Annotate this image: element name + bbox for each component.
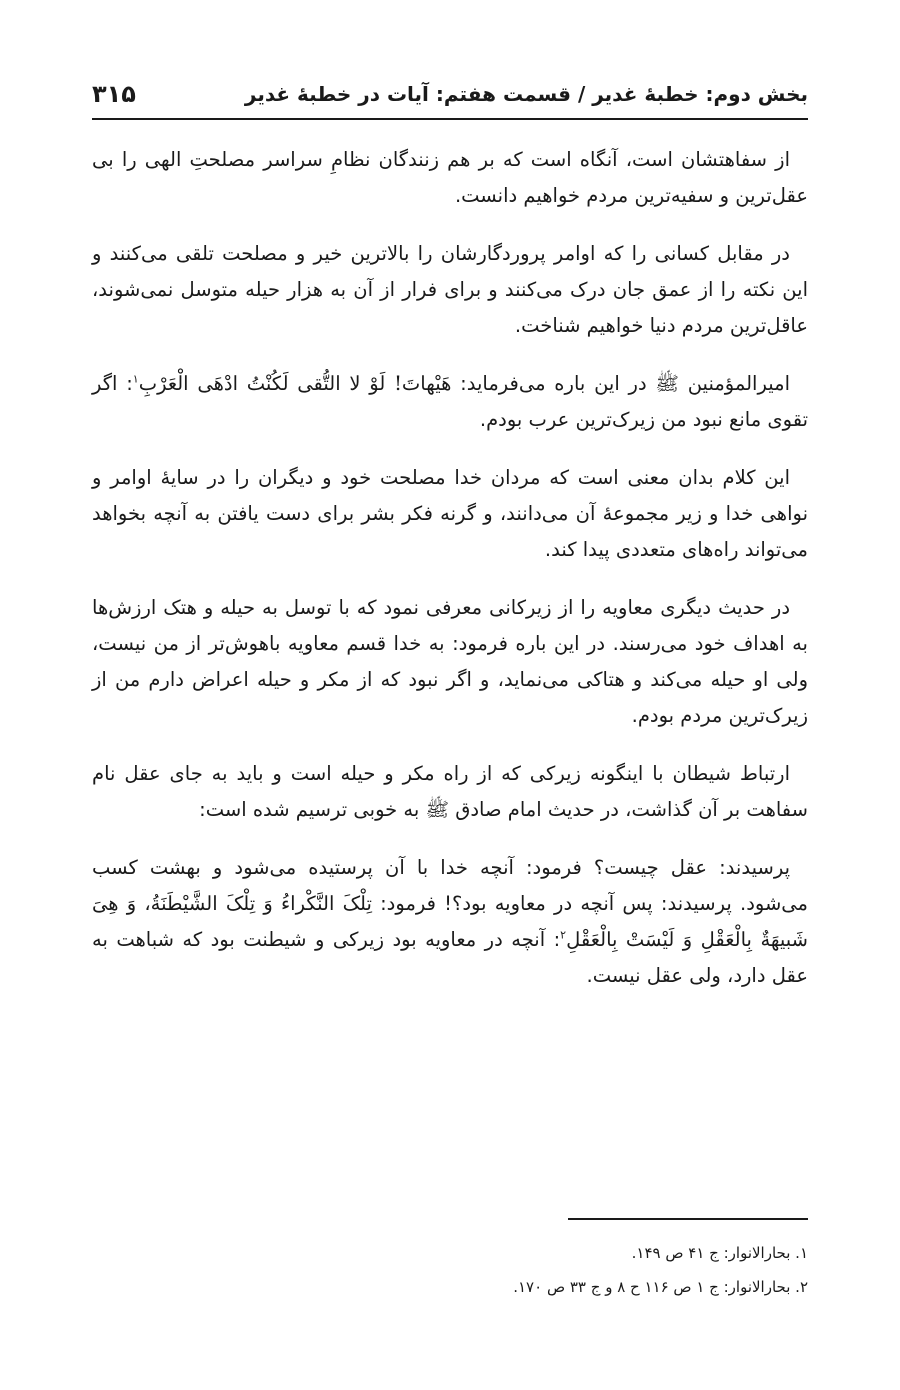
running-head: بخش دوم: خطبهٔ غدیر / قسمت هفتم: آیات در خطبهٔ غدیر <box>244 82 808 106</box>
hadith-quote-2: تِلْکَ النَّکْراءُ وَ تِلْکَ الشَّیْطَنَةُ، وَ هِیَ شَبیهَةٌ بِالْعَقْلِ وَ لَیْسَتْ بِالْعَقْلِ <box>92 892 808 951</box>
footnote-2: ۲. بحارالانوار: ج ۱ ص ۱۱۶ ح ۸ و ج ۳۳ ص ۱۷۰. <box>513 1278 808 1296</box>
paragraph-7 <box>92 850 808 994</box>
paragraph-3-intro: امیرالمؤمنین ﷺ در این باره می‌فرماید: <box>451 372 790 395</box>
paragraph-4: این کلام بدان معنی است که مردان خدا مصلحت خود و دیگران را در سایهٔ اوامر و نواهی خدا و زیر مجموعهٔ آن می‌دانند، و گرنه فکر بشر برای دست یافتن به آنچه بخواهد می‌تواند راه‌های متعددی پیدا کند. <box>92 466 808 561</box>
page-header <box>92 70 808 120</box>
footnote-divider <box>568 1218 808 1220</box>
footnote-ref-1[interactable]: ۱ <box>132 372 139 386</box>
page-number: ۳۱۵ <box>92 80 136 108</box>
paragraph-7-intro: پرسیدند: عقل چیست؟ فرمود: آنچه خدا با آن پرستیده می‌شود و بهشت کسب می‌شود. پرسیدند: پس آنچه در معاویه بود؟! فرمود: <box>92 856 808 915</box>
paragraph-3-translation: : اگر تقوی مانع نبود من زیرک‌ترین عرب بودم. <box>92 372 808 431</box>
paragraph-3 <box>92 366 808 438</box>
paragraph-1: از سفاهتشان است، آنگاه است که بر هم زنندگان نظامِ سراسر مصلحتِ الهی را بی عقل‌ترین و سفیه‌ترین مردم خواهیم دانست. <box>92 148 808 207</box>
paragraph-7-translation: : آنچه در معاویه بود زیرکی و شیطنت بود که شباهت به عقل دارد، ولی عقل نیست. <box>92 928 808 987</box>
footnotes <box>92 1236 808 1304</box>
body-text <box>92 142 808 1016</box>
hadith-quote-1: هَیْهاتَ! لَوْ لا التُّقی لَکُنْتُ ادْهَی الْعَرْبِ <box>138 372 452 395</box>
paragraph-6: ارتباط شیطان با اینگونه زیرکی که از راه مکر و حیله است و باید به جای عقل نام سفاهت بر آن گذاشت، در حدیث امام صادق ﷺ به خوبی ترسیم شده است: <box>92 762 808 821</box>
footnote-ref-2[interactable]: ۲ <box>560 928 567 942</box>
footnote-1: ۱. بحارالانوار: ج ۴۱ ص ۱۴۹. <box>631 1244 808 1262</box>
paragraph-2: در مقابل کسانی را که اوامر پروردگارشان را بالاترین خیر و مصلحت تلقی می‌کنند و این نکته را از عمق جان درک می‌کنند و برای فرار از آن به هزار حیله متوسل نمی‌شوند، عاقل‌ترین مردم دنیا خواهیم شناخت. <box>92 242 808 337</box>
paragraph-5: در حدیث دیگری معاویه را از زیرکانی معرفی نمود که با توسل به حیله و هتک ارزش‌ها به اهداف خود می‌رسند. در این باره فرمود: به خدا قسم معاویه باهوش‌تر از من نیست، ولی او حیله می‌کند و هتاکی می‌نماید، و اگر نبود که از مکر و حیله اعراض دارم من از زیرک‌ترین مردم بودم. <box>92 596 808 727</box>
